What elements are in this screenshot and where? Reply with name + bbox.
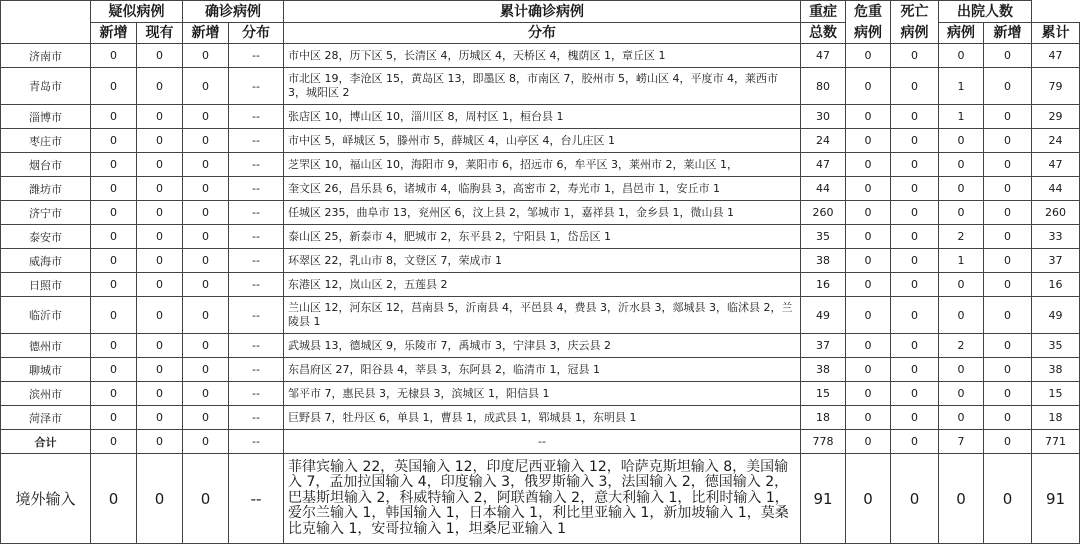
confirmed-new: 0 [183,249,229,273]
confirmed-new: 0 [183,129,229,153]
death-count: 1 [939,249,984,273]
death-count: 0 [939,454,984,544]
discharged-total: 38 [1032,358,1080,382]
discharged-new: 0 [984,105,1032,129]
city-name: 潍坊市 [1,177,91,201]
city-name: 泰安市 [1,225,91,249]
foreign-dist: 菲律宾输入 22，英国输入 12，印度尼西亚输入 12，哈萨克斯坦输入 8，美国输入 7，孟加拉国输入 4，印度输入 3，俄罗斯输入 3，法国输入 2，德国输入 2，巴基斯坦输入 2，科威特输入 2，阿联酋输入 2，意大利输入 1，比利时输入 1，爱尔兰输入 1，韩国输入 1，日本输入 1，利比里亚输入 1，新加坡输入 1，莫桑比克输入 1，安哥拉输入 1，坦桑尼亚输入 1 [284,454,801,544]
discharged-total: 91 [1032,454,1080,544]
suspected-new: 0 [91,225,137,249]
suspected-new: 0 [91,44,137,68]
suspected-current: 0 [137,44,183,68]
severe-count: 0 [846,334,891,358]
confirmed-dist: -- [229,105,284,129]
suspected-current: 0 [137,249,183,273]
death-count: 1 [939,68,984,105]
suspected-new: 0 [91,273,137,297]
city-name: 济南市 [1,44,91,68]
severe-count: 0 [846,454,891,544]
suspected-new: 0 [91,153,137,177]
severe-count: 0 [846,406,891,430]
discharged-new: 0 [984,249,1032,273]
critical-count: 0 [891,382,939,406]
suspected-current: 0 [137,201,183,225]
death-count: 0 [939,44,984,68]
severe-count: 0 [846,153,891,177]
death-count: 0 [939,382,984,406]
cumulative-dist: 市中区 5，峄城区 5，滕州市 5，薛城区 4，山亭区 4，台儿庄区 1 [284,129,801,153]
cumulative-total: 38 [801,358,846,382]
severe-count: 0 [846,430,891,454]
cumulative-total: 47 [801,44,846,68]
severe-count: 0 [846,297,891,334]
header-critical-line2: 病例 [891,23,939,44]
suspected-new: 0 [91,454,137,544]
suspected-new: 0 [91,358,137,382]
header-death-line1: 死亡 [891,1,939,23]
discharged-total: 15 [1032,382,1080,406]
suspected-current: 0 [137,105,183,129]
discharged-new: 0 [984,225,1032,249]
suspected-current: 0 [137,334,183,358]
header-severe-line1: 重症 [801,1,846,23]
foreign-import-row [1,454,1080,544]
discharged-new: 0 [984,153,1032,177]
suspected-current: 0 [137,406,183,430]
table-row [1,358,1080,382]
confirmed-dist: -- [229,382,284,406]
critical-count: 0 [891,44,939,68]
cumulative-dist: 巨野县 7，牡丹区 6，单县 1，曹县 1，成武县 1，郓城县 1，东明县 1 [284,406,801,430]
city-name: 威海市 [1,249,91,273]
critical-count: 0 [891,68,939,105]
discharged-total: 33 [1032,225,1080,249]
confirmed-dist: -- [229,153,284,177]
table-row [1,105,1080,129]
confirmed-dist: -- [229,273,284,297]
discharged-total: 79 [1032,68,1080,105]
discharged-new: 0 [984,430,1032,454]
table-row [1,249,1080,273]
death-count: 0 [939,273,984,297]
discharged-total: 24 [1032,129,1080,153]
cumulative-dist: 东昌府区 27，阳谷县 4，莘县 3，东阿县 2，临清市 1，冠县 1 [284,358,801,382]
severe-count: 0 [846,382,891,406]
death-count: 0 [939,297,984,334]
critical-count: 0 [891,129,939,153]
suspected-current: 0 [137,225,183,249]
suspected-new: 0 [91,430,137,454]
table-row [1,406,1080,430]
table-row [1,297,1080,334]
critical-count: 0 [891,454,939,544]
cumulative-dist: 市北区 19，李沧区 15，黄岛区 13，即墨区 8，市南区 7，胶州市 5，崂山区 4，平度市 4，莱西市 3，城阳区 2 [284,68,801,105]
severe-count: 0 [846,177,891,201]
discharged-total: 260 [1032,201,1080,225]
suspected-current: 0 [137,273,183,297]
city-name: 济宁市 [1,201,91,225]
suspected-new: 0 [91,249,137,273]
cumulative-dist: 芝罘区 10，福山区 10，海阳市 9，莱阳市 6，招远市 6，牟平区 3，莱州市 2，莱山区 1， [284,153,801,177]
death-count: 2 [939,225,984,249]
critical-count: 0 [891,225,939,249]
critical-count: 0 [891,249,939,273]
header-corner [1,1,91,44]
suspected-current: 0 [137,68,183,105]
cumulative-dist: 兰山区 12，河东区 12，莒南县 5，沂南县 4，平邑县 4，费县 3，沂水县 3，郯城县 3，临沭县 2，兰陵县 1 [284,297,801,334]
critical-count: 0 [891,297,939,334]
discharged-new: 0 [984,44,1032,68]
severe-count: 0 [846,68,891,105]
table-row [1,334,1080,358]
death-count: 1 [939,105,984,129]
death-count: 0 [939,153,984,177]
city-name: 日照市 [1,273,91,297]
city-name: 德州市 [1,334,91,358]
cumulative-total: 16 [801,273,846,297]
discharged-new: 0 [984,177,1032,201]
cumulative-dist: 环翠区 22，乳山市 8，文登区 7，荣成市 1 [284,249,801,273]
confirmed-new: 0 [183,44,229,68]
header-total: 总数 [801,23,846,44]
table-body [1,44,1080,544]
table-row [1,44,1080,68]
discharged-new: 0 [984,382,1032,406]
confirmed-new: 0 [183,68,229,105]
city-name: 聊城市 [1,358,91,382]
discharged-total: 44 [1032,177,1080,201]
critical-count: 0 [891,201,939,225]
confirmed-dist: -- [229,201,284,225]
severe-count: 0 [846,201,891,225]
suspected-new: 0 [91,68,137,105]
suspected-new: 0 [91,334,137,358]
critical-count: 0 [891,177,939,201]
header-suspected-current: 现有 [137,23,183,44]
city-name: 滨州市 [1,382,91,406]
header-suspected: 疑似病例 [91,1,183,23]
suspected-new: 0 [91,382,137,406]
confirmed-new: 0 [183,225,229,249]
cumulative-total: 15 [801,382,846,406]
death-count: 0 [939,406,984,430]
critical-count: 0 [891,334,939,358]
confirmed-dist: -- [229,430,284,454]
cumulative-total: 778 [801,430,846,454]
suspected-current: 0 [137,454,183,544]
city-name: 淄博市 [1,105,91,129]
confirmed-new: 0 [183,201,229,225]
suspected-new: 0 [91,129,137,153]
table-row [1,201,1080,225]
header-suspected-new: 新增 [91,23,137,44]
table-row [1,382,1080,406]
confirmed-dist: -- [229,249,284,273]
suspected-current: 0 [137,382,183,406]
death-count: 0 [939,177,984,201]
confirmed-new: 0 [183,297,229,334]
header-critical-line1: 危重 [846,1,891,23]
cumulative-dist: 泰山区 25，新泰市 4，肥城市 2，东平县 2，宁阳县 1，岱岳区 1 [284,225,801,249]
cumulative-total: 37 [801,334,846,358]
severe-count: 0 [846,249,891,273]
confirmed-new: 0 [183,334,229,358]
suspected-new: 0 [91,177,137,201]
suspected-new: 0 [91,201,137,225]
severe-count: 0 [846,358,891,382]
cumulative-total: 38 [801,249,846,273]
header-cumulative-dist: 分布 [284,23,801,44]
suspected-current: 0 [137,129,183,153]
confirmed-dist: -- [229,297,284,334]
table-row [1,273,1080,297]
discharged-new: 0 [984,358,1032,382]
discharged-new: 0 [984,129,1032,153]
suspected-new: 0 [91,406,137,430]
discharged-total: 47 [1032,153,1080,177]
confirmed-new: 0 [183,105,229,129]
cumulative-total: 44 [801,177,846,201]
cumulative-dist: 武城县 13，德城区 9，乐陵市 7，禹城市 3，宁津县 3，庆云县 2 [284,334,801,358]
discharged-new: 0 [984,334,1032,358]
death-count: 0 [939,129,984,153]
cumulative-total: 80 [801,68,846,105]
total-label: 合计 [1,430,91,454]
cumulative-dist: 张店区 10，博山区 10，淄川区 8，周村区 1，桓台县 1 [284,105,801,129]
table-header [1,1,1080,44]
severe-count: 0 [846,129,891,153]
discharged-new: 0 [984,454,1032,544]
city-name: 菏泽市 [1,406,91,430]
header-discharged-total: 累计 [1032,23,1080,44]
confirmed-dist: -- [229,129,284,153]
discharged-total: 49 [1032,297,1080,334]
discharged-total: 18 [1032,406,1080,430]
header-confirmed: 确诊病例 [183,1,284,23]
confirmed-new: 0 [183,358,229,382]
confirmed-dist: -- [229,334,284,358]
severe-count: 0 [846,44,891,68]
suspected-current: 0 [137,430,183,454]
table-row [1,68,1080,105]
death-count: 0 [939,358,984,382]
discharged-total: 16 [1032,273,1080,297]
suspected-current: 0 [137,153,183,177]
confirmed-dist: -- [229,358,284,382]
critical-count: 0 [891,406,939,430]
header-death-line2: 病例 [939,23,984,44]
critical-count: 0 [891,358,939,382]
cumulative-total: 18 [801,406,846,430]
confirmed-new: 0 [183,273,229,297]
cumulative-dist: 任城区 235，曲阜市 13，兖州区 6，汶上县 2，邹城市 1，嘉祥县 1，金乡县 1，微山县 1 [284,201,801,225]
cumulative-total: 49 [801,297,846,334]
confirmed-new: 0 [183,153,229,177]
discharged-total: 47 [1032,44,1080,68]
suspected-current: 0 [137,297,183,334]
discharged-total: 771 [1032,430,1080,454]
discharged-total: 29 [1032,105,1080,129]
discharged-total: 35 [1032,334,1080,358]
header-discharged-new: 新增 [984,23,1032,44]
suspected-current: 0 [137,358,183,382]
total-row [1,430,1080,454]
confirmed-dist: -- [229,68,284,105]
table-row [1,129,1080,153]
death-count: 7 [939,430,984,454]
suspected-new: 0 [91,105,137,129]
cumulative-total: 260 [801,201,846,225]
cumulative-total: 30 [801,105,846,129]
header-severe-line2: 病例 [846,23,891,44]
cumulative-dist: 奎文区 26，昌乐县 6，诸城市 4，临朐县 3，高密市 2，寿光市 1，昌邑市 1，安丘市 1 [284,177,801,201]
confirmed-new: 0 [183,406,229,430]
cumulative-total: 91 [801,454,846,544]
death-count: 2 [939,334,984,358]
city-name: 枣庄市 [1,129,91,153]
severe-count: 0 [846,273,891,297]
confirmed-dist: -- [229,454,284,544]
discharged-new: 0 [984,201,1032,225]
death-count: 0 [939,201,984,225]
city-name: 青岛市 [1,68,91,105]
confirmed-dist: -- [229,406,284,430]
cumulative-total: 24 [801,129,846,153]
table-row [1,177,1080,201]
discharged-new: 0 [984,406,1032,430]
severe-count: 0 [846,225,891,249]
severe-count: 0 [846,105,891,129]
cumulative-total: 47 [801,153,846,177]
confirmed-new: 0 [183,177,229,201]
city-name: 临沂市 [1,297,91,334]
cumulative-dist: 邹平市 7，惠民县 3，无棣县 3，滨城区 1，阳信县 1 [284,382,801,406]
table-row [1,225,1080,249]
confirmed-dist: -- [229,177,284,201]
header-discharged: 出院人数 [939,1,1032,23]
critical-count: 0 [891,105,939,129]
confirmed-new: 0 [183,454,229,544]
cumulative-dist: -- [284,430,801,454]
discharged-total: 37 [1032,249,1080,273]
critical-count: 0 [891,430,939,454]
city-name: 烟台市 [1,153,91,177]
discharged-new: 0 [984,68,1032,105]
critical-count: 0 [891,153,939,177]
discharged-new: 0 [984,297,1032,334]
discharged-new: 0 [984,273,1032,297]
cumulative-dist: 东港区 12，岚山区 2，五莲县 2 [284,273,801,297]
confirmed-new: 0 [183,382,229,406]
header-confirmed-dist: 分布 [229,23,284,44]
header-confirmed-new: 新增 [183,23,229,44]
foreign-label: 境外输入 [1,454,91,544]
header-cumulative: 累计确诊病例 [284,1,801,23]
suspected-current: 0 [137,177,183,201]
cumulative-dist: 市中区 28，历下区 5，长清区 4，历城区 4，天桥区 4，槐荫区 1，章丘区 1 [284,44,801,68]
cumulative-total: 35 [801,225,846,249]
suspected-new: 0 [91,297,137,334]
confirmed-dist: -- [229,44,284,68]
critical-count: 0 [891,273,939,297]
confirmed-dist: -- [229,225,284,249]
table-row [1,153,1080,177]
confirmed-new: 0 [183,430,229,454]
